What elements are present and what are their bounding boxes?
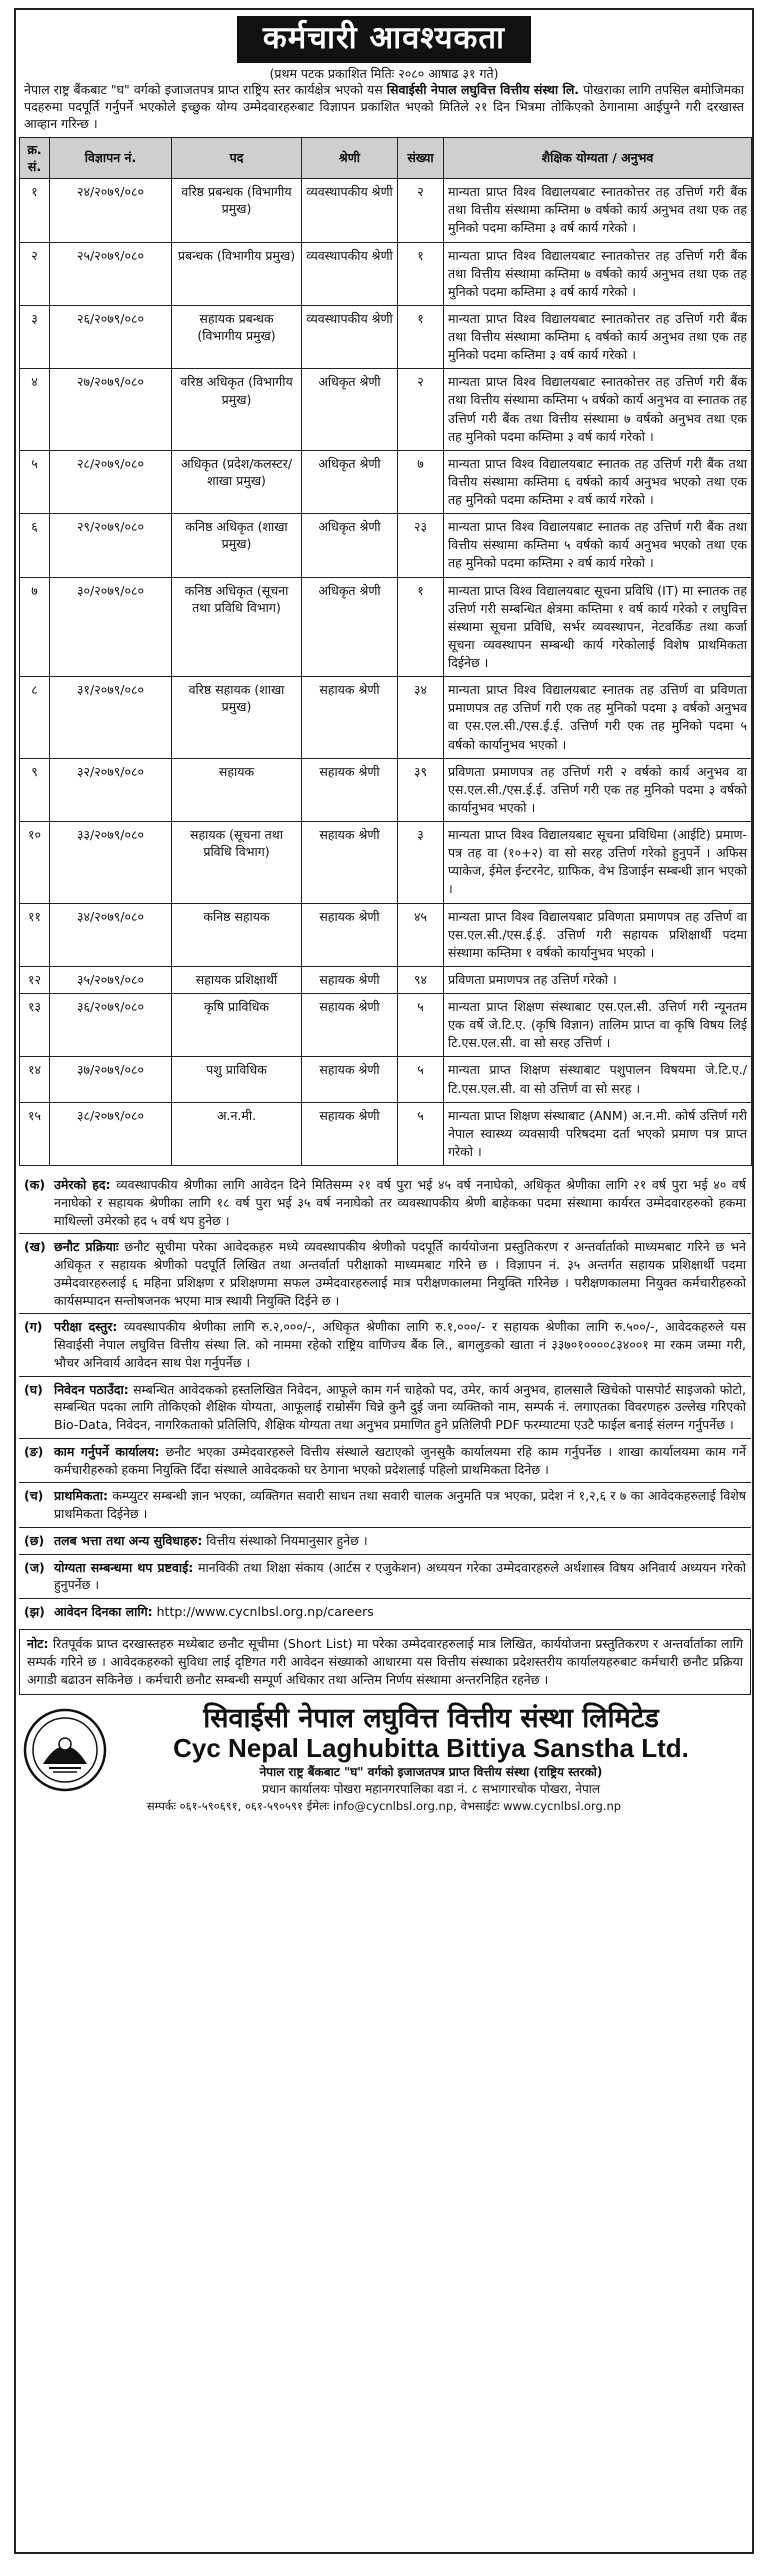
row-post: प्रबन्धक (विभागीय प्रमुख) — [172, 242, 302, 305]
table-row — [20, 677, 752, 759]
row-quantity: १ — [398, 577, 444, 677]
row-post: वरिष्ठ अधिकृत (विभागीय प्रमुख) — [172, 369, 302, 451]
table-row — [20, 179, 752, 242]
advertisement-page — [14, 8, 754, 2554]
row-qualification: मान्यता प्राप्त विश्व विद्यालयबाट स्नातकोत्तर तह उत्तिर्ण गरी बैंक तथा वित्तीय संस्थामा कम्तिमा ७ वर्षको कार्य अनुभव तथा एक तह मुनिको पदमा कम्तिमा ३ वर्ष कार्य गरेको । — [444, 179, 752, 242]
row-serial-number: १३ — [20, 994, 50, 1057]
note-heading: निवेदन पठाउँदा: — [54, 1381, 129, 1397]
note-body — [54, 1532, 746, 1550]
row-category: व्यवस्थापकीय श्रेणी — [302, 242, 398, 305]
row-post: अ.न.मी. — [172, 1102, 302, 1165]
row-advertisement-number: २४/२०७९/०८० — [50, 179, 172, 242]
note-marker: (ग) — [24, 1319, 43, 1335]
row-serial-number: १५ — [20, 1102, 50, 1165]
table-row — [20, 242, 752, 305]
note-heading: छनौट प्रक्रियाः — [54, 1239, 119, 1255]
row-advertisement-number: ३०/२०७९/०८० — [50, 577, 172, 677]
row-post: कनिष्ठ सहायक — [172, 903, 302, 966]
row-qualification: मान्यता प्राप्त विश्व विद्यालयबाट स्नातकोत्तर तह उत्तिर्ण गरी बैंक तथा वित्तीय संस्थामा कम्तिमा ५ वर्षको कार्य अनुभव वा स्नातक तह उत्तिर्ण गरी बैंक तथा वित्तीय संस्थामा ७ वर्षको अनुभव तथा एक तह मुनिको पदमा कम्तिमा ३ वर्ष कार्य गरेको । — [444, 369, 752, 451]
row-qualification: मान्यता प्राप्त शिक्षण संस्थाबाट (ANM) अ.न.मी. कोर्ष उत्तिर्ण गरी नेपाल स्वास्थ्य व्यवसायी परिषदमा दर्ता भएको प्रमाण पत्र प्राप्त गरेको । — [444, 1102, 752, 1165]
note-text: व्यवस्थापकीय श्रेणीका लागि रु.२,०००/-, अधिकृत श्रेणीका लागि रु.१,०००/- र सहायक श्रेणीका लागि रु.५००/-, आवेदकहरुले यस सिवाईसी नेपाल लघुवित्त वित्तीय संस्था लि. को नाममा रहेको राष्ट्रिय वाणिज्य बैंक लि., बागलुङको खाता नं ३३७०१००००८३४००१ मा रकम जम्मा गरी, भौचर अनिवार्य आवेदन साथ पेश गर्नुपर्नेछ । — [54, 1319, 746, 1370]
row-post: सहायक — [172, 758, 302, 821]
row-category: सहायक श्रेणी — [302, 677, 398, 759]
row-quantity: ३ — [398, 822, 444, 904]
row-category: सहायक श्रेणी — [302, 758, 398, 821]
row-post: कनिष्ठ अधिकृत (सूचना तथा प्रविधि विभाग) — [172, 577, 302, 677]
row-category: व्यवस्थापकीय श्रेणी — [302, 305, 398, 368]
row-advertisement-number: २७/२०७९/०८० — [50, 369, 172, 451]
company-name-nepali: सिवाईसी नेपाल लघुवित्त वित्तीय संस्था लिमिटेड — [203, 1703, 659, 1735]
row-advertisement-number: २९/२०७९/०८० — [50, 514, 172, 577]
note-text: छनौट सूचीमा परेका आवेदकहरु मध्ये व्यवस्थापकीय श्रेणीको पदपूर्ति कार्ययोजना प्रस्तुतिकरण र अन्तर्वार्ताको माध्यमबाट गरिने छ भने अधिकृत र सहायक श्रेणीको पदपूर्ति लिखित तथा अन्तर्वार्ता परीक्षाको माध्यमबाट गरिने छ । विज्ञापन नं. ३५ अन्तर्गत सहायक प्रशिक्षार्थी पदमा उम्मेदवारहरुलाई ६ महिना प्रशिक्षण र प्रशिक्षणमा सफल उम्मेदवारहरुलाई मात्र परीक्षणकालमा नियुक्ति गरिनेछ । परीक्षणकालमा नियुक्त कर्मचारीहरुको कार्यसम्पादन सन्तोषजनक भएमा मात्र स्थायी नियुक्ति दिईने छ । — [54, 1239, 746, 1308]
note-item — [19, 1527, 751, 1554]
row-quantity: २ — [398, 369, 444, 451]
row-quantity: ४५ — [398, 903, 444, 966]
intro-text-c: पोखराका लागि तपसिल बमोजिमका पदहरुमा पदपूर्ति गर्नुपर्ने भएकोले इच्छुक योग्य उम्मेदवारहरुबाट विज्ञापन प्रकाशित भएको मितिले २१ दिन भित्रमा तोकिएको ठेगानामा आईपुग्ने गरी दरखास्त आव्हान गरिन्छ । — [24, 82, 744, 131]
row-category: सहायक श्रेणी — [302, 966, 398, 993]
notes-section — [19, 1172, 751, 1625]
row-category: सहायक श्रेणी — [302, 994, 398, 1057]
note-item — [19, 1438, 751, 1483]
remark-heading: नोट: — [27, 1635, 49, 1651]
row-advertisement-number: ३५/२०७९/०८० — [50, 966, 172, 993]
note-item — [19, 1233, 751, 1313]
first-publication-date: (प्रथम पटक प्रकाशित मितिः २०८० आषाढ ३१ गते) — [269, 65, 499, 81]
row-qualification: मान्यता प्राप्त विश्व विद्यालयबाट स्नातकोत्तर तह उत्तिर्ण गरी बैंक तथा वित्तीय संस्थामा कम्तिमा ७ वर्षको कार्य अनुभव तथा एक तह मुनिको पदमा कम्तिमा ३ वर्ष कार्य गरेको । — [444, 242, 752, 305]
row-qualification: मान्यता प्राप्त विश्व विद्यालयबाट स्नातक तह उत्तिर्ण गरी बैंक तथा वित्तीय संस्थामा कम्तिमा ५ वर्षको कार्य अनुभव भएको तथा एक तह मुनिको पदमा कम्तिमा २ वर्ष कार्य गरेको । — [444, 514, 752, 577]
note-body — [54, 1381, 746, 1434]
note-text: मानविकी तथा शिक्षा संकाय (आर्टस र एजुकेशन) अध्ययन गरेका उम्मेदवारहरुले अर्थशास्त्र विषय अनिवार्य अध्ययन गरेको हुनुपर्नेछ । — [54, 1559, 746, 1593]
note-body — [54, 1559, 746, 1595]
page-title: कर्मचारी आवश्यकता — [237, 16, 531, 63]
note-body — [54, 1603, 746, 1621]
table-row — [20, 305, 752, 368]
header-qualification: शैक्षिक योग्यता / अनुभव — [444, 137, 752, 179]
company-address: प्रधान कार्यालयः पोखरा महानगरपालिका वडा नं. ८ सभागारचोक पोखरा, नेपाल — [261, 1781, 601, 1796]
row-category: सहायक श्रेणी — [302, 1102, 398, 1165]
row-advertisement-number: २८/२०७९/०८० — [50, 450, 172, 513]
row-quantity: ७ — [398, 450, 444, 513]
row-serial-number: २ — [20, 242, 50, 305]
row-quantity: २ — [398, 179, 444, 242]
note-body — [54, 1487, 746, 1523]
header-sn: क्र. सं. — [20, 137, 50, 179]
table-row — [20, 514, 752, 577]
row-category: अधिकृत श्रेणी — [302, 369, 398, 451]
note-heading: तलब भत्ता तथा अन्य सुविधाहरु: — [54, 1532, 203, 1548]
row-advertisement-number: ३२/२०७९/०८० — [50, 758, 172, 821]
row-quantity: २३ — [398, 514, 444, 577]
remark-box — [19, 1629, 751, 1695]
row-advertisement-number: २५/२०७९/०८० — [50, 242, 172, 305]
row-category: अधिकृत श्रेणी — [302, 577, 398, 677]
row-quantity: ९४ — [398, 966, 444, 993]
note-heading: काम गर्नुपर्ने कार्यालय: — [54, 1443, 160, 1459]
row-qualification: मान्यता प्राप्त विश्व विद्यालयबाट सूचना प्रविधि (IT) मा स्नातक तह उत्तिर्ण गरी सम्बन्धित क्षेत्रमा कम्तिमा १ वर्ष कार्य गरेको र लघुवित्त संस्थामा सूचना प्रविधि, सर्भर व्यवस्थापन, नेटवर्किङ तथा कर्जा सूचना व्यवस्थापन सम्बन्धी कार्य गरेकोलाई विशेष प्राथमिकता दिईनेछ । — [444, 577, 752, 677]
note-text: छनौट भएका उम्मेदवारहरुले वित्तीय संस्थाले खटाएको जुनसुकै कार्यालयमा रहि काम गर्नुपर्नेछ । शाखा कार्यालयमा काम गर्ने कर्मचारीहरुको हकमा नियुक्ति दिँदा संस्थाले आवेदकको घर ठेगाना भएको प्रदेशलाई पहिलो प्राथमिकता दिनेछ । — [54, 1443, 746, 1477]
row-category: अधिकृत श्रेणी — [302, 450, 398, 513]
table-row — [20, 1057, 752, 1102]
note-marker: (घ) — [24, 1381, 43, 1397]
row-serial-number: ३ — [20, 305, 50, 368]
row-post: पशु प्राविधिक — [172, 1057, 302, 1102]
row-qualification: प्रविणता प्रमाणपत्र तह उत्तिर्ण गरी २ वर्षको कार्य अनुभव वा एस.एल.सी./एस.ई.ई. उत्तिर्ण गरी एक तह मुनिको पदमा ३ वर्षको कार्यानुभव भएको । — [444, 758, 752, 821]
row-qualification: मान्यता प्राप्त विश्व विद्यालयबाट प्रविणता प्रमाणपत्र तह उत्तिर्ण वा एस.एल.सी./एस.ई.ई. उत्तिर्ण गरी सहायक प्रशिक्षार्थी पदमा संस्थामा कम्तिमा १ वर्षको कार्यानुभव भएको । — [444, 903, 752, 966]
row-advertisement-number: ३८/२०७९/०८० — [50, 1102, 172, 1165]
note-item — [19, 1598, 751, 1625]
row-qualification: प्रविणता प्रमाणपत्र तह उत्तिर्ण गरेको । — [444, 966, 752, 993]
row-quantity: १ — [398, 305, 444, 368]
row-quantity: ५ — [398, 1102, 444, 1165]
company-name-english: Cyc Nepal Laghubitta Bittiya Sanstha Ltd. — [173, 1733, 689, 1764]
row-serial-number: ७ — [20, 577, 50, 677]
table-row — [20, 758, 752, 821]
table-row — [20, 450, 752, 513]
logo-emblem-icon — [23, 1708, 107, 1792]
note-item — [19, 1313, 751, 1375]
note-heading: उमेरको हद: — [54, 1177, 111, 1193]
row-category: सहायक श्रेणी — [302, 903, 398, 966]
row-quantity: ३४ — [398, 677, 444, 759]
row-category: सहायक श्रेणी — [302, 1057, 398, 1102]
table-row — [20, 994, 752, 1057]
note-marker: (ज) — [24, 1559, 45, 1575]
row-advertisement-number: ३४/२०७९/०८० — [50, 903, 172, 966]
note-marker: (ख) — [24, 1239, 46, 1255]
row-qualification: मान्यता प्राप्त विश्व विद्यालयबाट सूचना प्रविधिमा (आईटि) प्रमाण-पत्र तह वा (१०+२) वा सो सरह उत्तिर्ण गरेको हुनुपर्ने । अफिस प्याकेज, ईमेल ईन्टरनेट, ग्राफिक, वेभ डिजाईन सम्बन्धी ज्ञान भएको । — [444, 822, 752, 904]
row-post: अधिकृत (प्रदेश/कलस्टर/शाखा प्रमुख) — [172, 450, 302, 513]
table-row — [20, 822, 752, 904]
row-serial-number: ४ — [20, 369, 50, 451]
footer — [19, 1703, 751, 1797]
row-post: कनिष्ठ अधिकृत (शाखा प्रमुख) — [172, 514, 302, 577]
company-contact: सम्पर्कः ०६१-५९०६९१, ०६१-५९०५९१ ईमेलः info@cycnlbsl.org.np, वेभसाईटः www.cycnlbsl.org.np — [146, 1799, 622, 1814]
note-body — [54, 1443, 746, 1479]
row-advertisement-number: ३७/२०७९/०८० — [50, 1057, 172, 1102]
note-body — [54, 1318, 746, 1371]
row-serial-number: ९ — [20, 758, 50, 821]
row-serial-number: ५ — [20, 450, 50, 513]
row-advertisement-number: ३१/२०७९/०८० — [50, 677, 172, 759]
header-category: श्रेणी — [302, 137, 398, 179]
note-text: कम्प्युटर सम्बन्धी ज्ञान भएका, व्यक्तिगत सवारी साधन तथा सवारी चालक अनुमति पत्र भएका, प्रदेश नं १,२,६ र ७ का आवेदकहरुलाई विशेष प्राथमिकता दिईनेछ । — [54, 1488, 746, 1522]
company-license-line: नेपाल राष्ट्र बैंकबाट "घ" वर्गको इजाजतपत्र प्राप्त वित्तीय संस्था (राष्ट्रिय स्तरको) — [259, 1765, 603, 1780]
row-post: वरिष्ठ सहायक (शाखा प्रमुख) — [172, 677, 302, 759]
row-category: अधिकृत श्रेणी — [302, 514, 398, 577]
row-post: कृषि प्राविधिक — [172, 994, 302, 1057]
row-quantity: ३९ — [398, 758, 444, 821]
note-marker: (झ) — [24, 1604, 45, 1620]
row-qualification: मान्यता प्राप्त विश्व विद्यालयबाट स्नातकोत्तर तह उत्तिर्ण गरी बैंक तथा वित्तीय संस्थामा कम्तिमा ६ वर्षको कार्य अनुभव तथा एक तह मुनिको पदमा कम्तिमा ३ वर्ष कार्य गरेको । — [444, 305, 752, 368]
row-serial-number: १० — [20, 822, 50, 904]
note-heading: योग्यता सम्बन्धमा थप प्रष्टवाई: — [54, 1559, 194, 1575]
note-marker: (क) — [24, 1177, 46, 1193]
note-text: व्यवस्थापकीय श्रेणीका लागि आवेदन दिने मितिसम्म २१ वर्ष पुरा भई ४५ वर्ष ननाघेको, अधिकृत श्रेणीका लागि २१ वर्ष पुरा भई ४० वर्ष ननाघेको र सहायक श्रेणीका लागि १८ वर्ष पुरा भई ३५ वर्ष ननाघेको तर व्यवस्थापकीय श्रेणी बाहेकका पदमा संस्थामा कार्यरत उम्मेदवारहरुको हकमा माथिल्लो उमेरको हद ५ वर्ष थप हुनेछ । — [54, 1177, 746, 1228]
remark-text: रितपूर्वक प्राप्त दरखास्तहरु मध्येबाट छनौट सूचीमा (Short List) मा परेका उम्मेदवारहरुलाई मात्र लिखित, कार्ययोजना प्रस्तुतिकरण र अन्तर्वार्ताका लागि सम्पर्क गरिने छ । आवेदकहरुको सुविधा लाई दृष्टिगत गरी आवेदन संख्याको आधारमा यस वित्तीय संस्थाका प्रदेशस्तरीय कार्यालयहरुबाट कर्मचारी छनौट प्रक्रिया अगाडी बढाउन सकिनेछ । कर्मचारी छनौट सम्बन्धी सम्पूर्ण अधिकार तथा अन्तिम निर्णय संस्थामा अन्तरनिहित रहनेछ । — [27, 1635, 743, 1688]
vacancy-table — [19, 137, 752, 1166]
row-quantity: ५ — [398, 1057, 444, 1102]
note-item — [19, 1376, 751, 1438]
row-serial-number: ८ — [20, 677, 50, 759]
note-body — [54, 1238, 746, 1309]
row-post: वरिष्ठ प्रबन्धक (विभागीय प्रमुख) — [172, 179, 302, 242]
header-adv-no: विज्ञापन नं. — [50, 137, 172, 179]
header-post: पद — [172, 137, 302, 179]
row-qualification: मान्यता प्राप्त शिक्षण संस्थाबाट पशुपालन विषयमा जे.टि.ए./टि.एस.एल.सी. वा सो उत्तिर्ण वा सो सरह । — [444, 1057, 752, 1102]
note-text: वित्तीय संस्थाको नियमानुसार हुनेछ । — [202, 1532, 368, 1548]
row-qualification: मान्यता प्राप्त विश्व विद्यालयबाट स्नातक तह उत्तिर्ण वा प्रविणता प्रमाणपत्र तह उत्तिर्ण गरी एक तह मुनिको पदमा ३ वर्षको अनुभव वा एस.एल.सी./एस.ई.ई. उत्तिर्ण गरी एक तह मुनिको पदमा ५ वर्षको कार्यानुभव भएको । — [444, 677, 752, 759]
note-text[interactable]: http://www.cycnlbsl.org.np/careers — [152, 1604, 374, 1620]
row-serial-number: १२ — [20, 966, 50, 993]
row-serial-number: ६ — [20, 514, 50, 577]
row-qualification: मान्यता प्राप्त शिक्षण संस्थाबाट एस.एल.सी. उत्तिर्ण गरी न्यूनतम एक वर्षे जे.टि.ए. (कृषि विज्ञान) तालिम प्राप्त वा कृषि विषय लिई टि.एस.एल.सी. वा सो सरह उत्तिर्ण । — [444, 994, 752, 1057]
row-qualification: मान्यता प्राप्त विश्व विद्यालयबाट स्नातक तह उत्तिर्ण गरी बैंक तथा वित्तीय संस्थामा कम्तिमा ६ वर्षको कार्य अनुभव भएको तथा एक तह मुनिको पदमा कम्तिमा २ वर्ष कार्य गरेको । — [444, 450, 752, 513]
row-quantity: ५ — [398, 994, 444, 1057]
note-marker: (ङ) — [24, 1443, 44, 1459]
note-item — [19, 1554, 751, 1599]
note-item — [19, 1172, 751, 1233]
row-quantity: १ — [398, 242, 444, 305]
table-row — [20, 369, 752, 451]
row-serial-number: १४ — [20, 1057, 50, 1102]
row-advertisement-number: ३६/२०७९/०८० — [50, 994, 172, 1057]
company-logo — [19, 1704, 111, 1796]
row-serial-number: १ — [20, 179, 50, 242]
row-advertisement-number: ३३/२०७९/०८० — [50, 822, 172, 904]
note-item — [19, 1482, 751, 1527]
row-category: सहायक श्रेणी — [302, 822, 398, 904]
row-serial-number: ११ — [20, 903, 50, 966]
row-advertisement-number: २६/२०७९/०८० — [50, 305, 172, 368]
row-post: सहायक प्रशिक्षार्थी — [172, 966, 302, 993]
table-row — [20, 966, 752, 993]
table-row — [20, 577, 752, 677]
note-text: सम्बन्धित आवेदकको हस्तलिखित निवेदन, आफूले काम गर्न चाहेको पद, उमेर, कार्य अनुभव, हालसालै खिचेको पासपोर्ट साइजको फोटो, सम्बन्धित पदका लागि तोकिएको शैक्षिक योग्यता, आफूलाई राम्रोसँग चिन्ने कुनै दुई जना व्यक्तिको नाम, सम्पर्क नं. लगाएतका विवरणहरु उल्लेख गरिएको Bio-Data, निवेदन, नागरिकताको प्रतिलिपि, शैक्षिक योग्यता तथा अनुभव प्रमाणित हुने प्रतिलिपी PDF फरम्याटमा एउटै फाईल बनाई संलग्न गर्नुपर्नेछ । — [54, 1381, 746, 1433]
note-marker: (च) — [24, 1488, 44, 1504]
intro-company-name: सिवाईसी नेपाल लघुवित्त वित्तीय संस्था लि. — [386, 82, 580, 98]
table-row — [20, 1102, 752, 1165]
row-post: सहायक प्रबन्धक (विभागीय प्रमुख) — [172, 305, 302, 368]
header-quantity: संख्या — [398, 137, 444, 179]
note-marker: (छ) — [24, 1532, 45, 1548]
table-header-row — [20, 137, 752, 179]
intro-text-a: नेपाल राष्ट्र बैंकबाट "घ" वर्गको इजाजतपत्र प्राप्त राष्ट्रिय स्तर कार्यक्षेत्र भएको यस — [24, 82, 387, 98]
row-post: सहायक (सूचना तथा प्रविधि विभाग) — [172, 822, 302, 904]
note-body — [54, 1176, 746, 1229]
note-heading: प्राथमिकता: — [54, 1488, 109, 1504]
row-category: व्यवस्थापकीय श्रेणी — [302, 179, 398, 242]
note-heading: परीक्षा दस्तुर: — [54, 1319, 118, 1335]
note-heading: आवेदन दिनका लागि: — [54, 1604, 153, 1620]
table-row — [20, 903, 752, 966]
intro-paragraph — [16, 82, 752, 137]
